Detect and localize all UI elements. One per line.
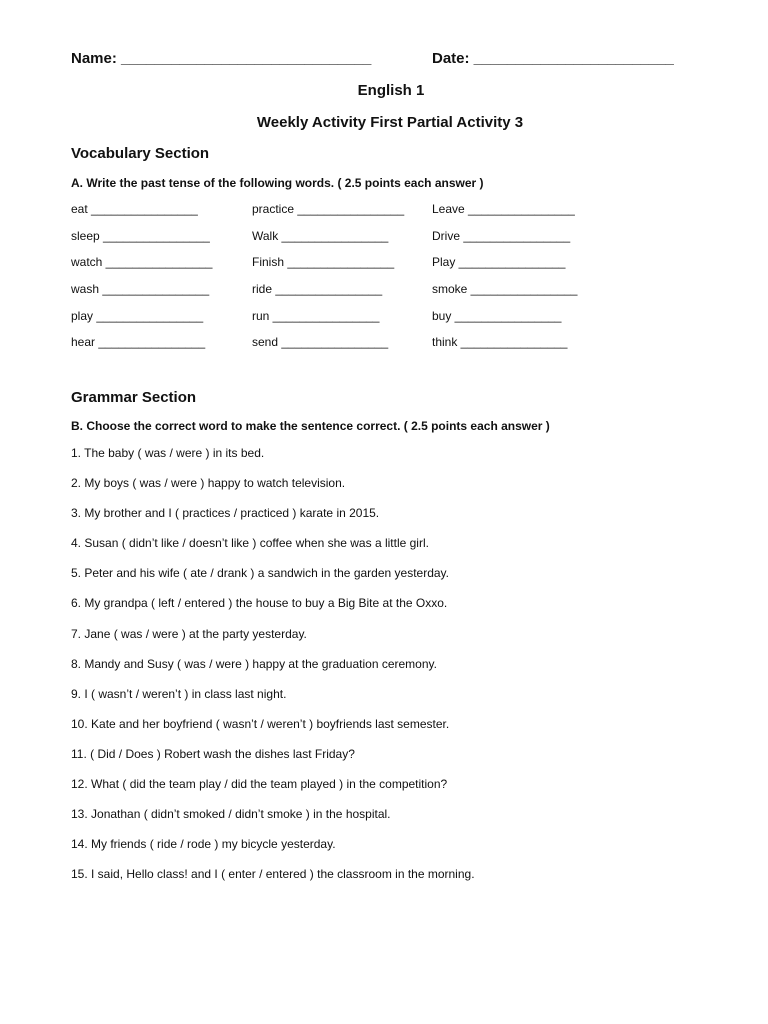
vocabulary-item: wash ________________ <box>71 282 210 297</box>
vocabulary-row <box>71 255 671 282</box>
vocabulary-item: Drive ________________ <box>432 228 571 243</box>
vocabulary-item: practice ________________ <box>252 202 405 216</box>
vocabulary-item: Play ________________ <box>432 255 566 270</box>
course-title: English 1 <box>357 82 425 99</box>
grammar-question-list <box>71 446 711 897</box>
vocabulary-row <box>71 309 671 336</box>
vocabulary-item: run ________________ <box>252 308 380 323</box>
vocabulary-item: watch ________________ <box>71 255 213 270</box>
vocabulary-row <box>71 229 671 256</box>
grammar-question: 5. Peter and his wife ( ate / drank ) a sandwich in the garden yesterday. <box>71 566 449 581</box>
grammar-question: 6. My grandpa ( left / entered ) the house to buy a Big Bite at the Oxxo. <box>71 596 448 611</box>
vocabulary-item: sleep ________________ <box>71 228 210 243</box>
grammar-question: 3. My brother and I ( practices / practiced ) karate in 2015. <box>71 506 380 521</box>
grammar-question: 1. The baby ( was / were ) in its bed. <box>71 446 265 460</box>
vocabulary-item: hear ________________ <box>71 335 206 350</box>
grammar-question: 8. Mandy and Susy ( was / were ) happy at the graduation ceremony. <box>71 656 437 671</box>
vocabulary-item: send ________________ <box>252 335 389 350</box>
vocabulary-item: play ________________ <box>71 308 204 323</box>
vocabulary-row <box>71 282 671 309</box>
grammar-question: 10. Kate and her boyfriend ( wasn’t / weren’t ) boyfriends last semester. <box>71 716 450 731</box>
vocabulary-row <box>71 335 671 362</box>
vocabulary-grid <box>71 202 671 362</box>
vocabulary-row <box>71 202 671 229</box>
date-field: Date: ________________________ <box>432 50 674 67</box>
vocabulary-instruction: A. Write the past tense of the following words. ( 2.5 points each answer ) <box>71 176 484 190</box>
grammar-question: 7. Jane ( was / were ) at the party yesterday. <box>71 626 307 641</box>
grammar-question: 11. ( Did / Does ) Robert wash the dishes last Friday? <box>71 746 355 761</box>
grammar-question: 9. I ( wasn’t / weren’t ) in class last night. <box>71 686 287 701</box>
grammar-question: 14. My friends ( ride / rode ) my bicycle yesterday. <box>71 837 336 852</box>
vocabulary-item: Leave ________________ <box>432 202 575 216</box>
grammar-question: 4. Susan ( didn’t like / doesn’t like ) coffee when she was a little girl. <box>71 536 429 551</box>
vocabulary-item: Walk ________________ <box>252 228 389 243</box>
vocabulary-item: buy ________________ <box>432 308 562 323</box>
vocabulary-item: Finish ________________ <box>252 255 395 270</box>
grammar-question: 13. Jonathan ( didn’t smoked / didn’t smoke ) in the hospital. <box>71 807 391 822</box>
vocabulary-item: smoke ________________ <box>432 282 578 297</box>
vocabulary-item: eat ________________ <box>71 202 198 216</box>
grammar-question: 15. I said, Hello class! and I ( enter / entered ) the classroom in the morning. <box>71 867 475 882</box>
grammar-instruction: B. Choose the correct word to make the sentence correct. ( 2.5 points each answer ) <box>71 419 550 433</box>
name-field: Name: ______________________________ <box>71 50 372 67</box>
grammar-question: 12. What ( did the team play / did the team played ) in the competition? <box>71 777 448 792</box>
vocabulary-section-heading: Vocabulary Section <box>71 145 210 162</box>
vocabulary-item: think ________________ <box>432 335 568 350</box>
vocabulary-item: ride ________________ <box>252 282 383 297</box>
activity-title: Weekly Activity First Partial Activity 3 <box>256 114 524 131</box>
grammar-question: 2. My boys ( was / were ) happy to watch television. <box>71 476 346 491</box>
grammar-section-heading: Grammar Section <box>71 389 197 406</box>
